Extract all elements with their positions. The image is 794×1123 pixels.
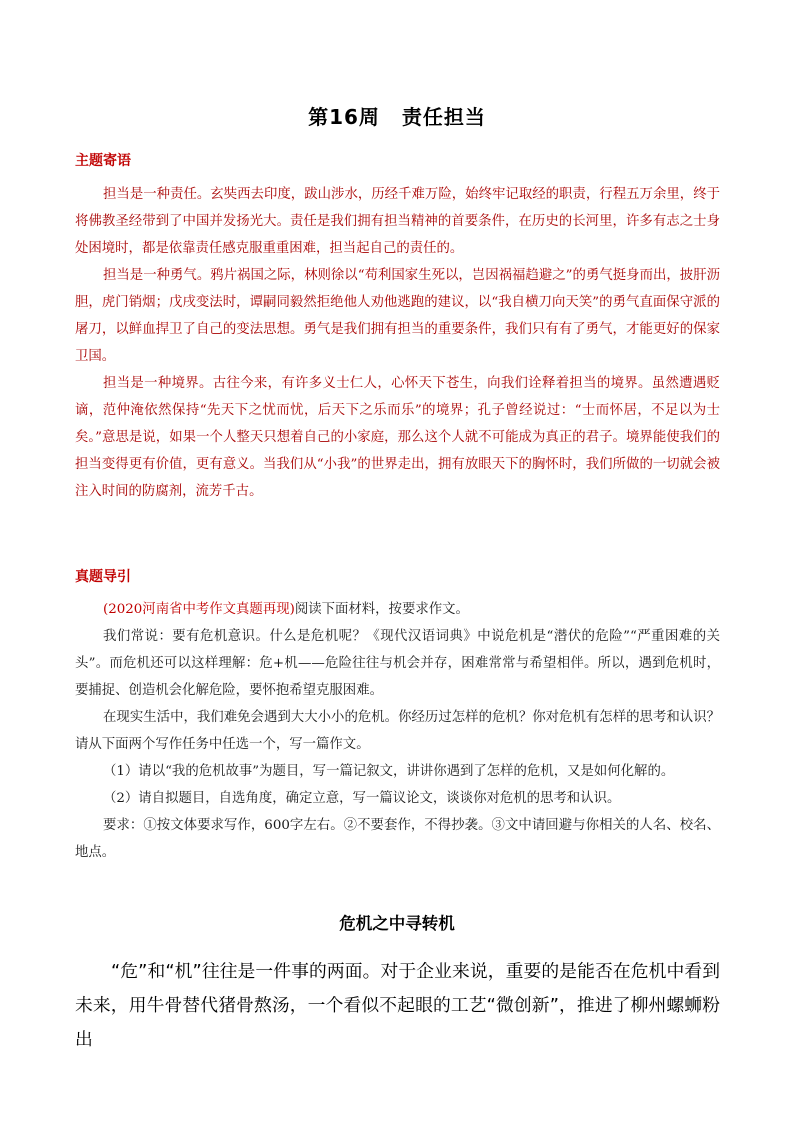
guide-section — [75, 596, 720, 866]
theme-paragraph: 担当是一种勇气。鸦片祸国之际，林则徐以“苟利国家生死以，岂因祸福趋避之”的勇气挺身而出，披肝沥胆，虎门销烟；戊戌变法时，谭嗣同毅然拒绝他人劝他逃跑的建议，以“我自横刀向天笑”的勇气直面保守派的屠刀，以鲜血捍卫了自己的变法思想。勇气是我们拥有担当的重要条件，我们只有有了勇气，才能更好的保家卫国。 — [75, 268, 720, 364]
guide-heading: 真题导引 — [75, 569, 131, 585]
guide-requirements: 要求：①按文体要求写作，600字左右。②不要套作，不得抄袭。③文中请回避与你相关的人名、校名、地点。 — [75, 818, 720, 860]
guide-paragraph: 在现实生活中，我们难免会遇到大大小小的危机。你经历过怎样的危机？你对危机有怎样的思考和认识？请从下面两个写作任务中任选一个，写一篇作文。 — [75, 710, 720, 752]
guide-task-1: （1）请以“我的危机故事”为题目，写一篇记叙文，讲讲你遇到了怎样的危机，又是如何化解的。 — [103, 764, 675, 779]
guide-instruction: 阅读下面材料，按要求作文。 — [294, 602, 469, 617]
title-week: 第16周 — [308, 105, 380, 129]
essay-paragraph: “危”和“机”往往是一件事的两面。对于企业来说，重要的是能否在危机中看到未来，用牛骨替代猪骨熬汤，一个看似不起眼的工艺“微创新”，推进了柳州螺蛳粉出 — [75, 961, 720, 1050]
theme-section — [75, 181, 720, 505]
page-title — [0, 101, 794, 130]
title-topic: 责任担当 — [401, 105, 486, 129]
essay-section — [75, 955, 720, 1057]
theme-heading: 主题寄语 — [75, 153, 131, 169]
guide-intro — [75, 596, 720, 623]
guide-paragraph: 我们常说：要有危机意识。什么是危机呢？《现代汉语词典》中说危机是“潜伏的危险”“严重困难的关头”。而危机还可以这样理解：危+机——危险往往与机会并存，困难常常与希望相伴。所以，遇到危机时，要捕捉、创造机会化解危险，要怀抱希望克服困难。 — [75, 629, 720, 698]
theme-paragraph: 担当是一种境界。古往今来，有许多义士仁人，心怀天下苍生，向我们诠释着担当的境界。虽然遭遇贬谪，范仲淹依然保持“先天下之忧而忧，后天下之乐而乐”的境界；孔子曾经说过：“士而怀居，不足以为士矣。”意思是说，如果一个人整天只想着自己的小家庭，那么这个人就不可能成为真正的君子。境界能使我们的担当变得更有价值，更有意义。当我们从“小我”的世界走出，拥有放眼天下的胸怀时，我们所做的一切就会被注入时间的防腐剂，流芳千古。 — [75, 376, 720, 499]
theme-paragraph: 担当是一种责任。玄奘西去印度，跋山涉水，历经千难万险，始终牢记取经的职责，行程五万余里，终于将佛教圣经带到了中国并发扬光大。责任是我们拥有担当精神的首要条件，在历史的长河里，许多有志之士身处困境时，都是依靠责任感克服重重困难，担当起自己的责任的。 — [75, 187, 720, 256]
guide-task-2: （2）请自拟题目，自选角度，确定立意，写一篇议论文，谈谈你对危机的思考和认识。 — [103, 791, 621, 806]
guide-source: (2020河南省中考作文真题再现) — [103, 602, 295, 617]
essay-title: 危机之中寻转机 — [339, 914, 455, 933]
